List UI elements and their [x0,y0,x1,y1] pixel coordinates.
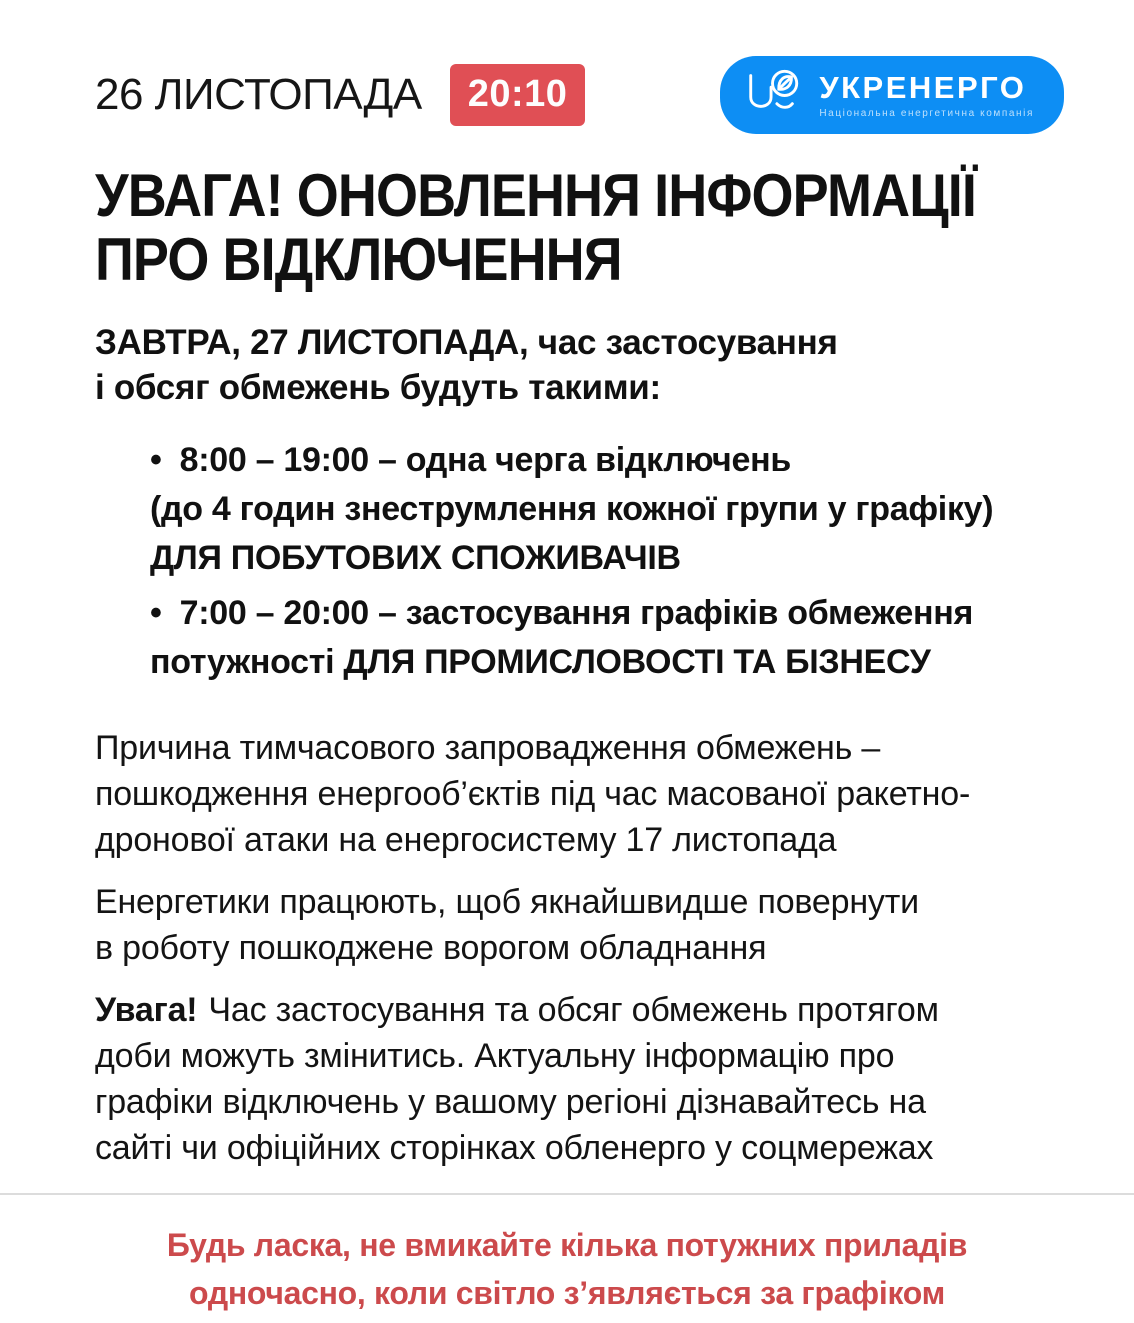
paragraph-line: пошкодження енергооб’єктів під час масованої ракетно- [95,775,971,813]
paragraph-line: дронової атаки на енергосистему 17 листопада [95,821,837,859]
post-date: 26 ЛИСТОПАДА [95,70,422,119]
bullet-first-line [150,436,1064,485]
paragraph-line: в роботу пошкоджене ворогом обладнання [95,929,767,967]
bullet-line: 7:00 – 20:00 – застосування графіків обмеження [179,594,974,632]
bullet-line: потужності ДЛЯ ПРОМИСЛОВОСТІ ТА БІЗНЕСУ [150,643,931,681]
list-item-industry [150,589,1064,687]
intro-line: і обсяг обмежень будуть такими: [95,368,661,407]
page-title-line: ПРО ВІДКЛЮЧЕННЯ [95,226,622,293]
ukrenergo-leaf-icon [742,67,804,123]
restrictions-list [95,436,1064,687]
footer-warning-line: Будь ласка, не вмикайте кілька потужних приладів [166,1227,968,1263]
bullet-line: ДЛЯ ПОБУТОВИХ СПОЖИВАЧІВ [150,539,681,577]
page-title [95,164,1064,292]
date-group [95,64,585,126]
bullet-line: (до 4 годин знеструмлення кожної групи у графіку) [150,490,994,528]
logo-tagline: Національна енергетична компанія [819,107,1034,119]
footer-warning [0,1195,1134,1317]
notice-lead: Увага! [95,991,198,1029]
time-badge: 20:10 [450,64,586,126]
paragraph-notice [95,987,1064,1171]
paragraph-cause [95,725,1064,863]
paragraph-line: графіки відключень у вашому регіоні дізнавайтесь на [95,1083,926,1121]
paragraph-line: сайті чи офіційних сторінках обленерго у соцмережах [95,1129,934,1167]
list-item-households [150,436,1064,583]
bullet-line: 8:00 – 19:00 – одна черга відключень [179,441,791,479]
logo-brand-name: УКРЕНЕРГО [819,69,1027,105]
header [95,56,1064,134]
bullet-marker: • [150,441,162,479]
logo-text [819,69,1034,119]
paragraph-line: доби можуть змінитись. Актуальну інформацію про [95,1037,895,1075]
paragraph-line [95,987,1064,1033]
bullet-marker: • [150,594,162,632]
page-title-line: УВАГА! ОНОВЛЕННЯ ІНФОРМАЦІЇ [95,162,976,229]
paragraph-line-text: Час застосування та обсяг обмежень протягом [208,991,939,1029]
bullet-first-line [150,589,1064,638]
paragraph-repairs [95,879,1064,971]
paragraph-line: Енергетики працюють, щоб якнайшвидше повернути [95,883,919,921]
ukrenergo-logo [720,56,1064,134]
footer-warning-line: одночасно, коли світло з’являється за графіком [189,1275,945,1311]
intro-statement [95,320,1064,410]
paragraph-line: Причина тимчасового запровадження обмежень – [95,729,881,767]
intro-line: ЗАВТРА, 27 ЛИСТОПАДА, час застосування [95,323,838,362]
